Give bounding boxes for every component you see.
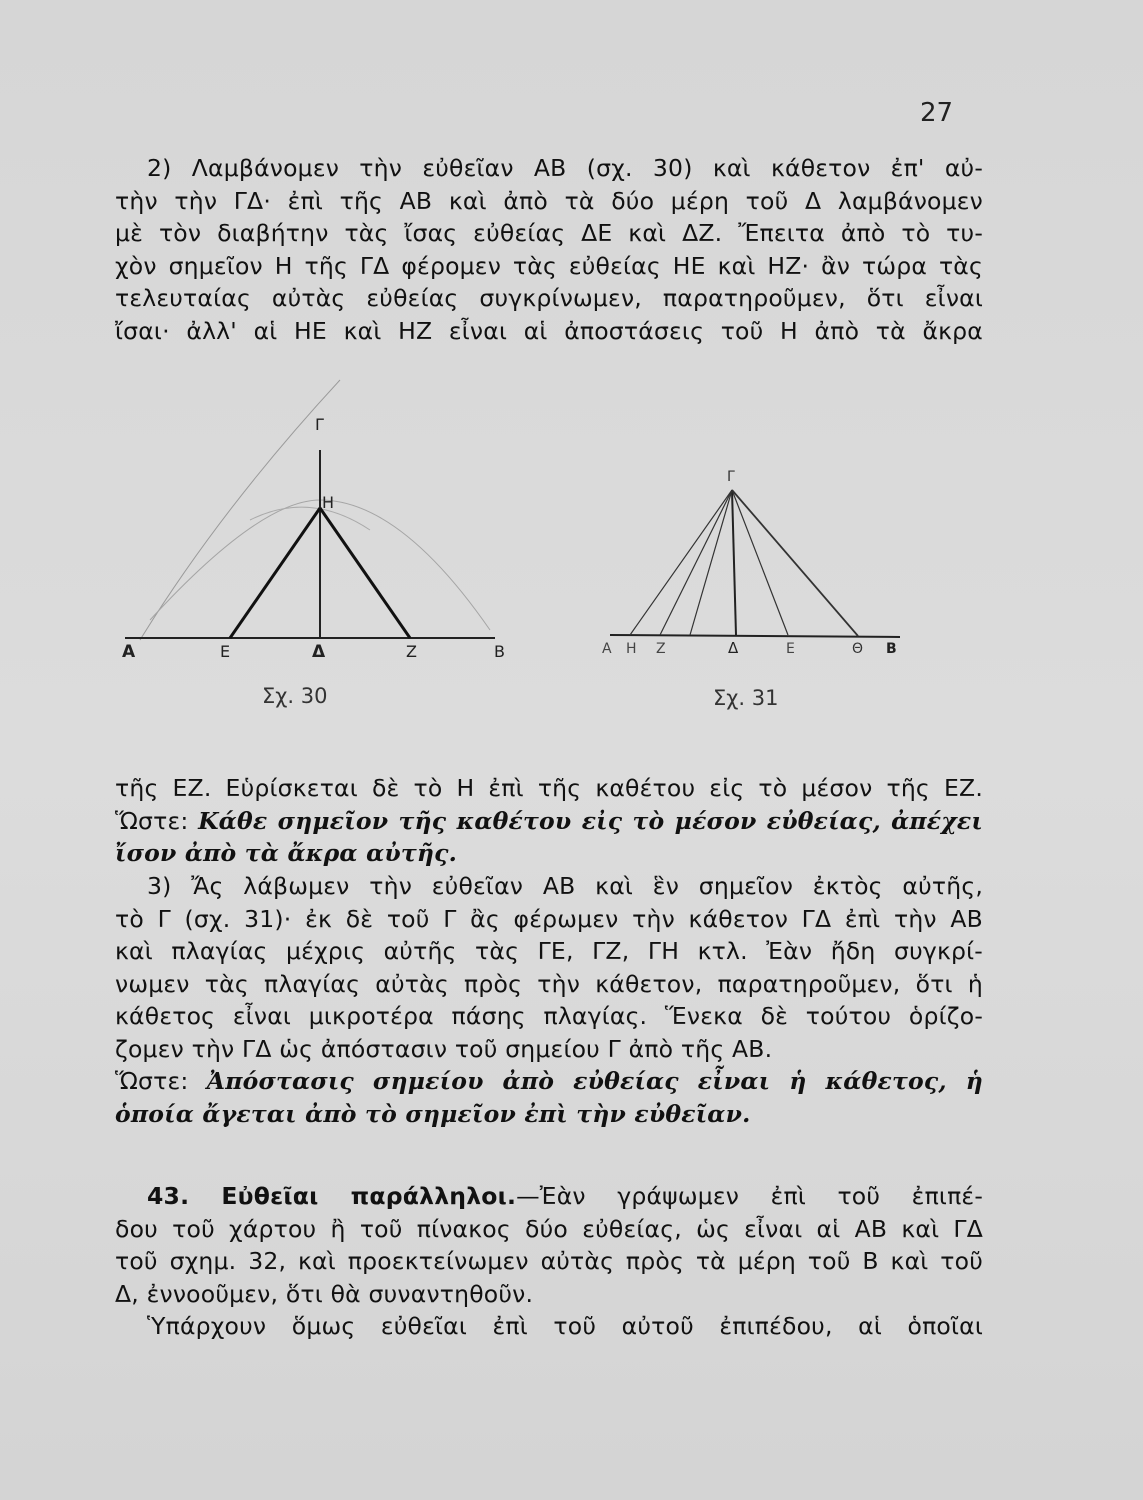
label-beta: Β <box>886 641 897 657</box>
text-line: χὸν σημεῖον Η τῆς ΓΔ φέρομεν τὰς εὐθείας ΗΕ καὶ ΗΖ· ἂν τώρα τὰς <box>115 251 983 280</box>
line-ge <box>732 490 788 635</box>
text-prefix: Ὥστε: <box>115 1067 207 1095</box>
figure-31-caption: Σχ. 31 <box>713 686 779 710</box>
text-line: 2) Λαμβάνομεν τὴν εὐθεῖαν ΑΒ (σχ. 30) καὶ κάθετον ἐπ' αὐ- <box>147 154 983 182</box>
paragraph-3 <box>115 870 983 1130</box>
text-line: ἴσαι· ἀλλ' αἱ ΗΕ καὶ ΗΖ εἶναι αἱ ἀποστάσεις τοῦ Η ἀπὸ τὰ ἄκρα <box>115 316 983 345</box>
section-title: 43. Εὐθεῖαι παράλληλοι. <box>147 1182 517 1210</box>
label-eta: Η <box>626 641 637 657</box>
theorem-text: Ἀπόστασις σημείου ἀπὸ εὐθείας εἶναι ἡ κάθετος, ἡ <box>206 1067 983 1095</box>
label-gamma: Γ <box>315 415 324 434</box>
label-alpha: Α <box>602 641 612 657</box>
text-line: τελευταίας αὐτὰς εὐθείας συγκρίνωμεν, παρατηροῦμεν, ὅτι εἶναι <box>115 284 983 312</box>
pencil-arc <box>140 380 340 640</box>
label-delta: Δ <box>728 639 739 657</box>
label-epsilon: Ε <box>220 642 231 661</box>
line-ga <box>630 490 732 635</box>
text-line: κάθετος εἶναι μικροτέρα πάσης πλαγίας. Ἕνεκα δὲ τούτου ὁρίζο- <box>115 1002 983 1030</box>
text-line <box>115 805 983 838</box>
label-epsilon: Ε <box>786 641 795 657</box>
text-run: —Ἐὰν γράψωμεν ἐπὶ τοῦ ἐπιπέ- <box>516 1182 983 1210</box>
text-line: νωμεν τὰς πλαγίας αὐτὰς πρὸς τὴν κάθετον, παρατηροῦμεν, ὅτι ἡ <box>115 969 983 998</box>
label-theta: Θ <box>852 641 864 657</box>
page-number: 27 <box>920 98 954 128</box>
text-prefix: Ὥστε: <box>115 806 199 835</box>
paragraph-2 <box>115 772 983 870</box>
label-eta: Η <box>322 493 335 512</box>
line-gth <box>732 490 858 636</box>
text-line: τῆς ΕΖ. Εὑρίσκεται δὲ τὸ Η ἐπὶ τῆς καθέτου εἰς τὸ μέσον τῆς ΕΖ. <box>115 774 983 802</box>
text-line <box>115 1098 983 1131</box>
text-line: μὲ τὸν διαβήτην τὰς ἴσας εὐθείας ΔΕ καὶ ΔΖ. Ἔπειτα ἀπὸ τὸ τυ- <box>115 219 983 247</box>
text-line: τοῦ σχημ. 32, καὶ προεκτείνωμεν αὐτὰς πρὸς τὰ μέρη τοῦ Β καὶ τοῦ <box>115 1247 983 1275</box>
theorem-text: ὁποία ἄγεται ἀπὸ τὸ σημεῖον ἐπὶ τὴν εὐθεῖαν. <box>115 1099 751 1128</box>
theorem-text: ἴσον ἀπὸ τὰ ἄκρα αὐτῆς. <box>115 839 458 867</box>
theorem-text: Κάθε σημεῖον τῆς καθέτου εἰς τὸ μέσον εὐθείας, ἀπέχει <box>198 806 983 835</box>
text-line: τὸ Γ (σχ. 31)· ἐκ δὲ τοῦ Γ ἂς φέρωμεν τὴν κάθετον ΓΔ ἐπὶ τὴν ΑΒ <box>115 904 983 933</box>
label-delta: Δ <box>312 642 326 662</box>
text-line: Ὑπάρχουν ὅμως εὐθεῖαι ἐπὶ τοῦ αὐτοῦ ἐπιπέδου, αἱ ὁποῖαι <box>147 1312 983 1340</box>
text-line <box>115 837 983 870</box>
text-line: δου τοῦ χάρτου ἢ τοῦ πίνακος δύο εὐθείας, ὡς εἶναι αἱ ΑΒ καὶ ΓΔ <box>115 1214 983 1243</box>
figure-31 <box>590 455 920 665</box>
paragraph-1 <box>115 152 983 347</box>
label-gamma: Γ <box>727 469 735 485</box>
label-beta: Β <box>494 642 505 661</box>
label-zeta: Ζ <box>656 641 666 657</box>
text-line <box>115 1180 983 1213</box>
text-line: Δ, ἐννοοῦμεν, ὅτι θὰ συναντηθοῦν. <box>115 1279 534 1308</box>
text-line: 3) Ἄς λάβωμεν τὴν εὐθεῖαν ΑΒ καὶ ἓν σημεῖον ἐκτὸς αὐτῆς, <box>147 872 983 900</box>
figure-30 <box>110 370 530 670</box>
text-line: ζομεν τὴν ΓΔ ὡς ἀπόστασιν τοῦ σημείου Γ ἀπὸ τῆς ΑΒ. <box>115 1034 773 1063</box>
text-line <box>115 1065 983 1098</box>
line-gd <box>732 490 736 635</box>
label-alpha: Α <box>122 642 136 662</box>
figure-30-caption: Σχ. 30 <box>262 684 328 708</box>
text-line: καὶ πλαγίας μέχρις αὐτῆς τὰς ΓΕ, ΓΖ, ΓΗ κτλ. Ἐὰν ἤδη συγκρί- <box>115 937 983 965</box>
pencil-arc <box>250 507 370 530</box>
section-43 <box>115 1180 983 1343</box>
line-he <box>230 508 320 638</box>
text-line: τὴν τὴν ΓΔ· ἐπὶ τῆς ΑΒ καὶ ἀπὸ τὰ δύο μέρη τοῦ Δ λαμβάνομεν <box>115 186 983 215</box>
label-zeta: Ζ <box>406 642 417 661</box>
